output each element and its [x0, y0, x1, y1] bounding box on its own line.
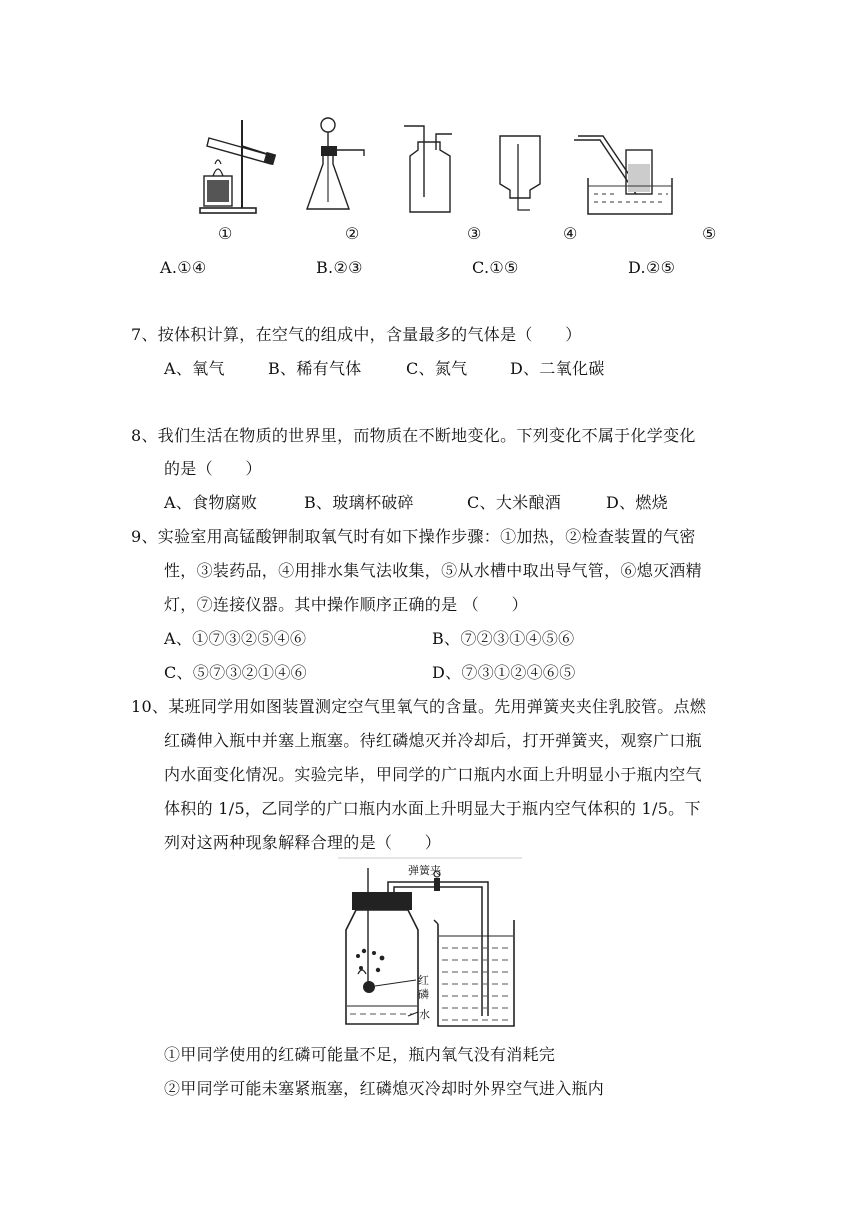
q8-option-a: A、食物腐败: [164, 493, 258, 512]
apparatus-label-1: ①: [218, 224, 233, 243]
q8-option-c: C、大米酿酒: [467, 493, 562, 512]
q9-stem-line2: 性，③装药品，④用排水集气法收集，⑤从水槽中取出导气管，⑥熄灭酒精: [164, 561, 702, 580]
q6-option-a: A.①④: [160, 258, 207, 277]
apparatus-5-water-trough: [570, 134, 680, 219]
q7-stem: 7、按体积计算，在空气的组成中，含量最多的气体是（ ）: [131, 325, 582, 344]
q9-stem-line1: 9、实验室用高锰酸钾制取氧气时有如下操作步骤：①加热，②检查装置的气密: [131, 527, 696, 546]
apparatus-label-2: ②: [345, 224, 360, 243]
q7-option-d: D、二氧化碳: [510, 359, 605, 378]
q10-statement-2: ②甲同学可能未塞紧瓶塞，红磷熄灭冷却时外界空气进入瓶内: [164, 1079, 605, 1098]
q10-statement-1: ①甲同学使用的红磷可能量不足，瓶内氧气没有消耗完: [164, 1045, 556, 1064]
q8-stem-line1: 8、我们生活在物质的世界里，而物质在不断地变化。下列变化不属于化学变化: [131, 426, 696, 445]
q9-option-b: B、⑦②③①④⑤⑥: [432, 629, 575, 648]
q10-stem-line5: 列对这两种现象解释合理的是（ ）: [164, 833, 442, 852]
q9-option-c: C、⑤⑦③②①④⑥: [164, 663, 307, 682]
apparatus-2-conical-flask: [302, 114, 382, 214]
q7-option-c: C、氮气: [406, 359, 468, 378]
q7-option-a: A、氧气: [164, 359, 225, 378]
q6-option-c: C.①⑤: [472, 258, 519, 277]
q10-stem-line1: 10、某班同学用如图装置测定空气里氧气的含量。先用弹簧夹夹住乳胶管。点燃: [131, 697, 707, 716]
q10-stem-line3: 内水面变化情况。实验完毕，甲同学的广口瓶内水面上升明显小于瓶内空气: [164, 765, 702, 784]
q10-figure-label-phosphorus-1: 红: [418, 974, 429, 987]
q10-figure-label-phosphorus-2: 磷: [418, 988, 429, 1001]
q10-figure-label-clamp: 弹簧夹: [408, 864, 441, 877]
q10-stem-line4: 体积的 1/5，乙同学的广口瓶内水面上升明显大于瓶内空气体积的 1/5。下: [164, 799, 701, 818]
apparatus-label-5: ⑤: [702, 224, 717, 243]
q7-option-b: B、稀有气体: [268, 359, 362, 378]
q9-option-a: A、①⑦③②⑤④⑥: [164, 629, 307, 648]
q8-option-d: D、燃烧: [606, 493, 669, 512]
apparatus-1-heating-setup: [195, 116, 285, 216]
q9-stem-line3: 灯，⑦连接仪器。其中操作顺序正确的是 （ ）: [164, 595, 528, 614]
apparatus-label-3: ③: [467, 224, 482, 243]
q8-stem-line2: 的是（ ）: [164, 459, 262, 478]
q6-option-b: B.②③: [316, 258, 363, 277]
apparatus-label-4: ④: [563, 224, 578, 243]
q10-stem-line2: 红磷伸入瓶中并塞上瓶塞。待红磷熄灭并冷却后，打开弹簧夹，观察广口瓶: [164, 731, 702, 750]
q10-oxygen-measurement-figure: [338, 856, 522, 1036]
q8-option-b: B、玻璃杯破碎: [304, 493, 414, 512]
q10-figure-label-water: 水: [419, 1008, 430, 1021]
q6-option-d: D.②⑤: [628, 258, 676, 277]
q9-option-d: D、⑦③①②④⑥⑤: [432, 663, 576, 682]
apparatus-3-washing-bottle: [400, 122, 460, 217]
apparatus-4-inverted-bottle: [490, 130, 550, 215]
